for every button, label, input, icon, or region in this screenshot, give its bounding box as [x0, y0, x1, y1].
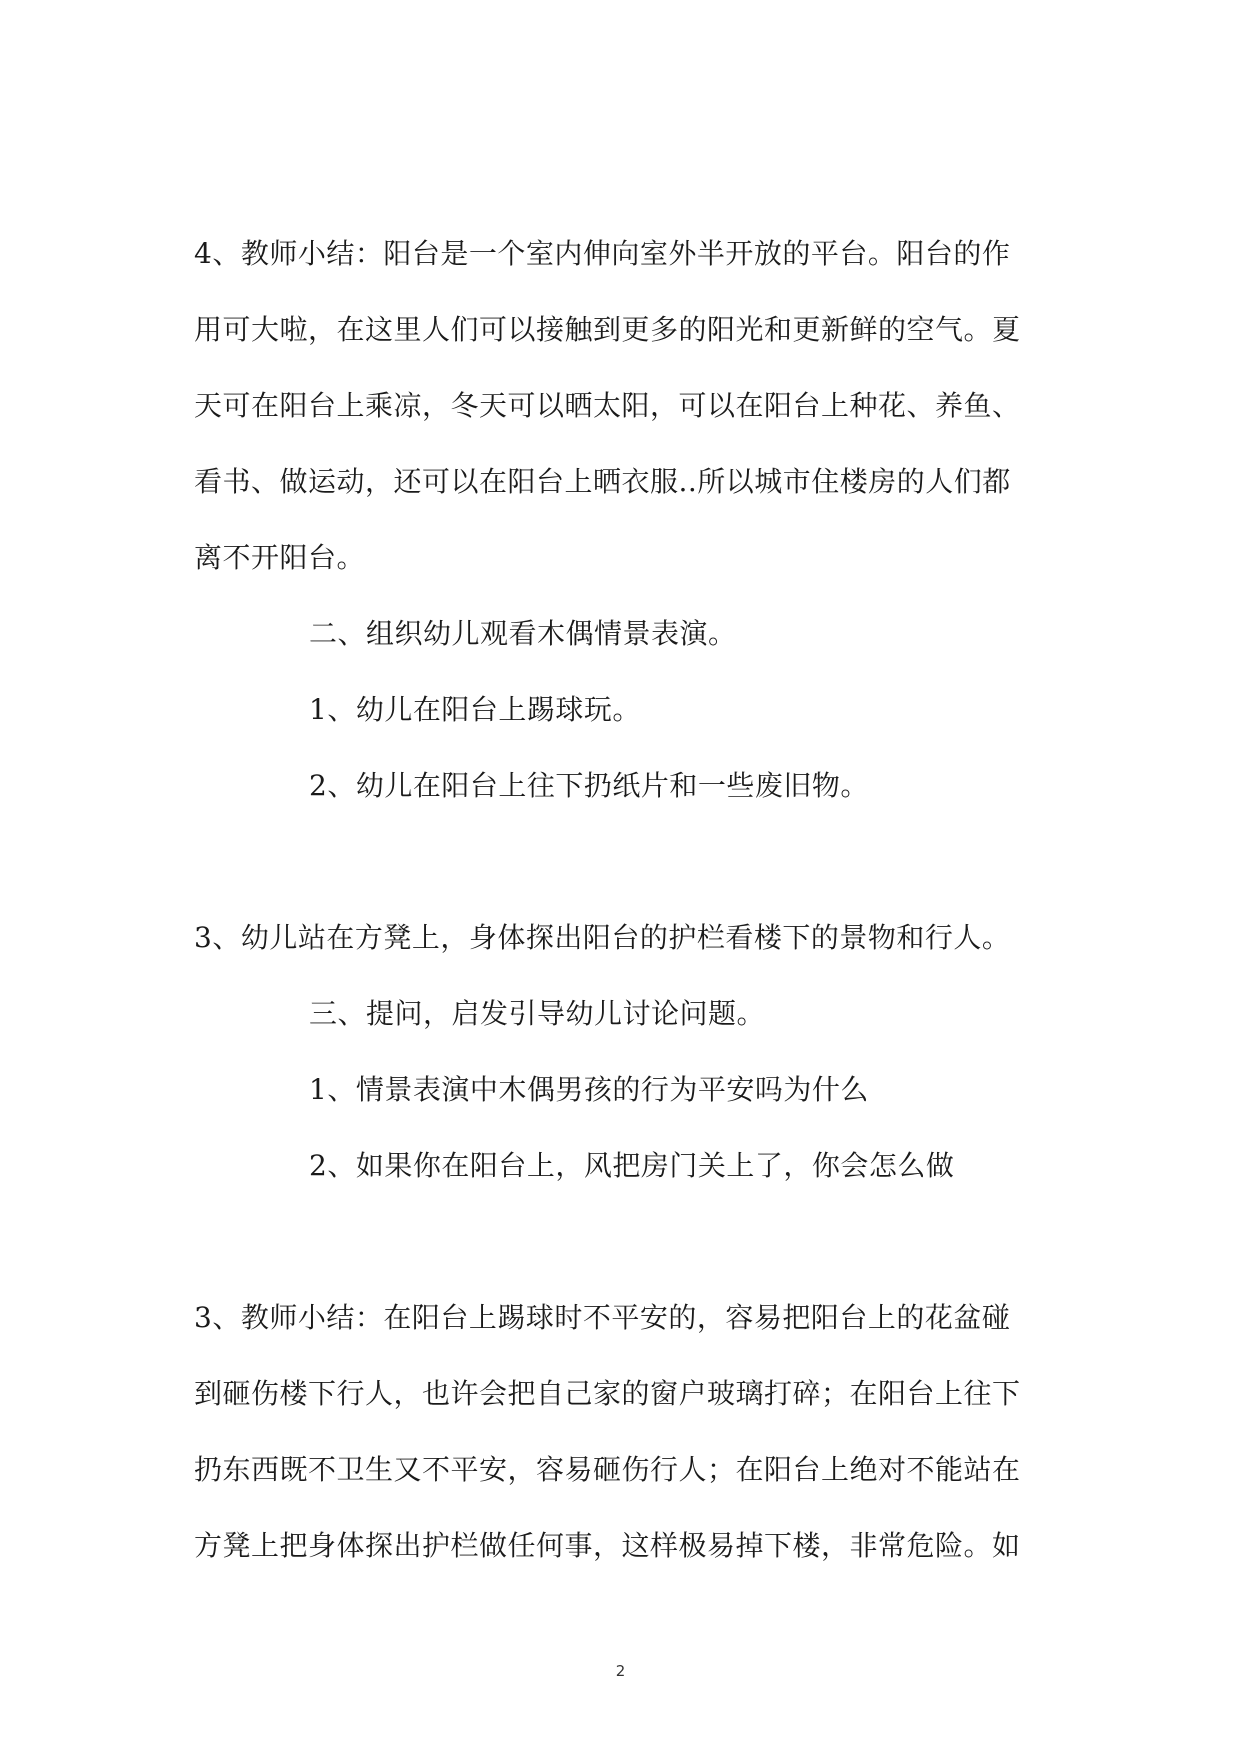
section-heading: 三、提问，启发引导幼儿讨论问题。: [309, 997, 766, 1030]
list-item: 3、幼儿站在方凳上，身体探出阳台的护栏看楼下的景物和行人。: [194, 921, 1011, 954]
paragraph-line: 到砸伤楼下行人，也许会把自己家的窗户玻璃打碎；在阳台上往下: [194, 1377, 1021, 1410]
paragraph-line: 看书、做运动，还可以在阳台上晒衣服..所以城市住楼房的人们都: [194, 465, 1011, 498]
paragraph-line: 3、教师小结：在阳台上踢球时不平安的，容易把阳台上的花盆碰: [194, 1301, 1011, 1334]
paragraph-line: 4、教师小结：阳台是一个室内伸向室外半开放的平台。阳台的作: [194, 237, 1011, 270]
paragraph-line: 用可大啦，在这里人们可以接触到更多的阳光和更新鲜的空气。夏: [194, 313, 1021, 346]
list-item: 2、幼儿在阳台上往下扔纸片和一些废旧物。: [309, 769, 869, 802]
list-item: 2、如果你在阳台上，风把房门关上了，你会怎么做: [309, 1149, 955, 1182]
paragraph-line: 扔东西既不卫生又不平安，容易砸伤行人；在阳台上绝对不能站在: [194, 1453, 1021, 1486]
paragraph-line: 方凳上把身体探出护栏做任何事，这样极易掉下楼，非常危险。如: [194, 1529, 1021, 1562]
paragraph-line: 离不开阳台。: [194, 541, 366, 574]
list-item: 1、情景表演中木偶男孩的行为平安吗为什么: [309, 1073, 869, 1106]
page-number: 2: [615, 1662, 626, 1680]
paragraph-line: 天可在阳台上乘凉，冬天可以晒太阳，可以在阳台上种花、养鱼、: [194, 389, 1021, 422]
section-heading: 二、组织幼儿观看木偶情景表演。: [309, 617, 737, 650]
list-item: 1、幼儿在阳台上踢球玩。: [309, 693, 641, 726]
